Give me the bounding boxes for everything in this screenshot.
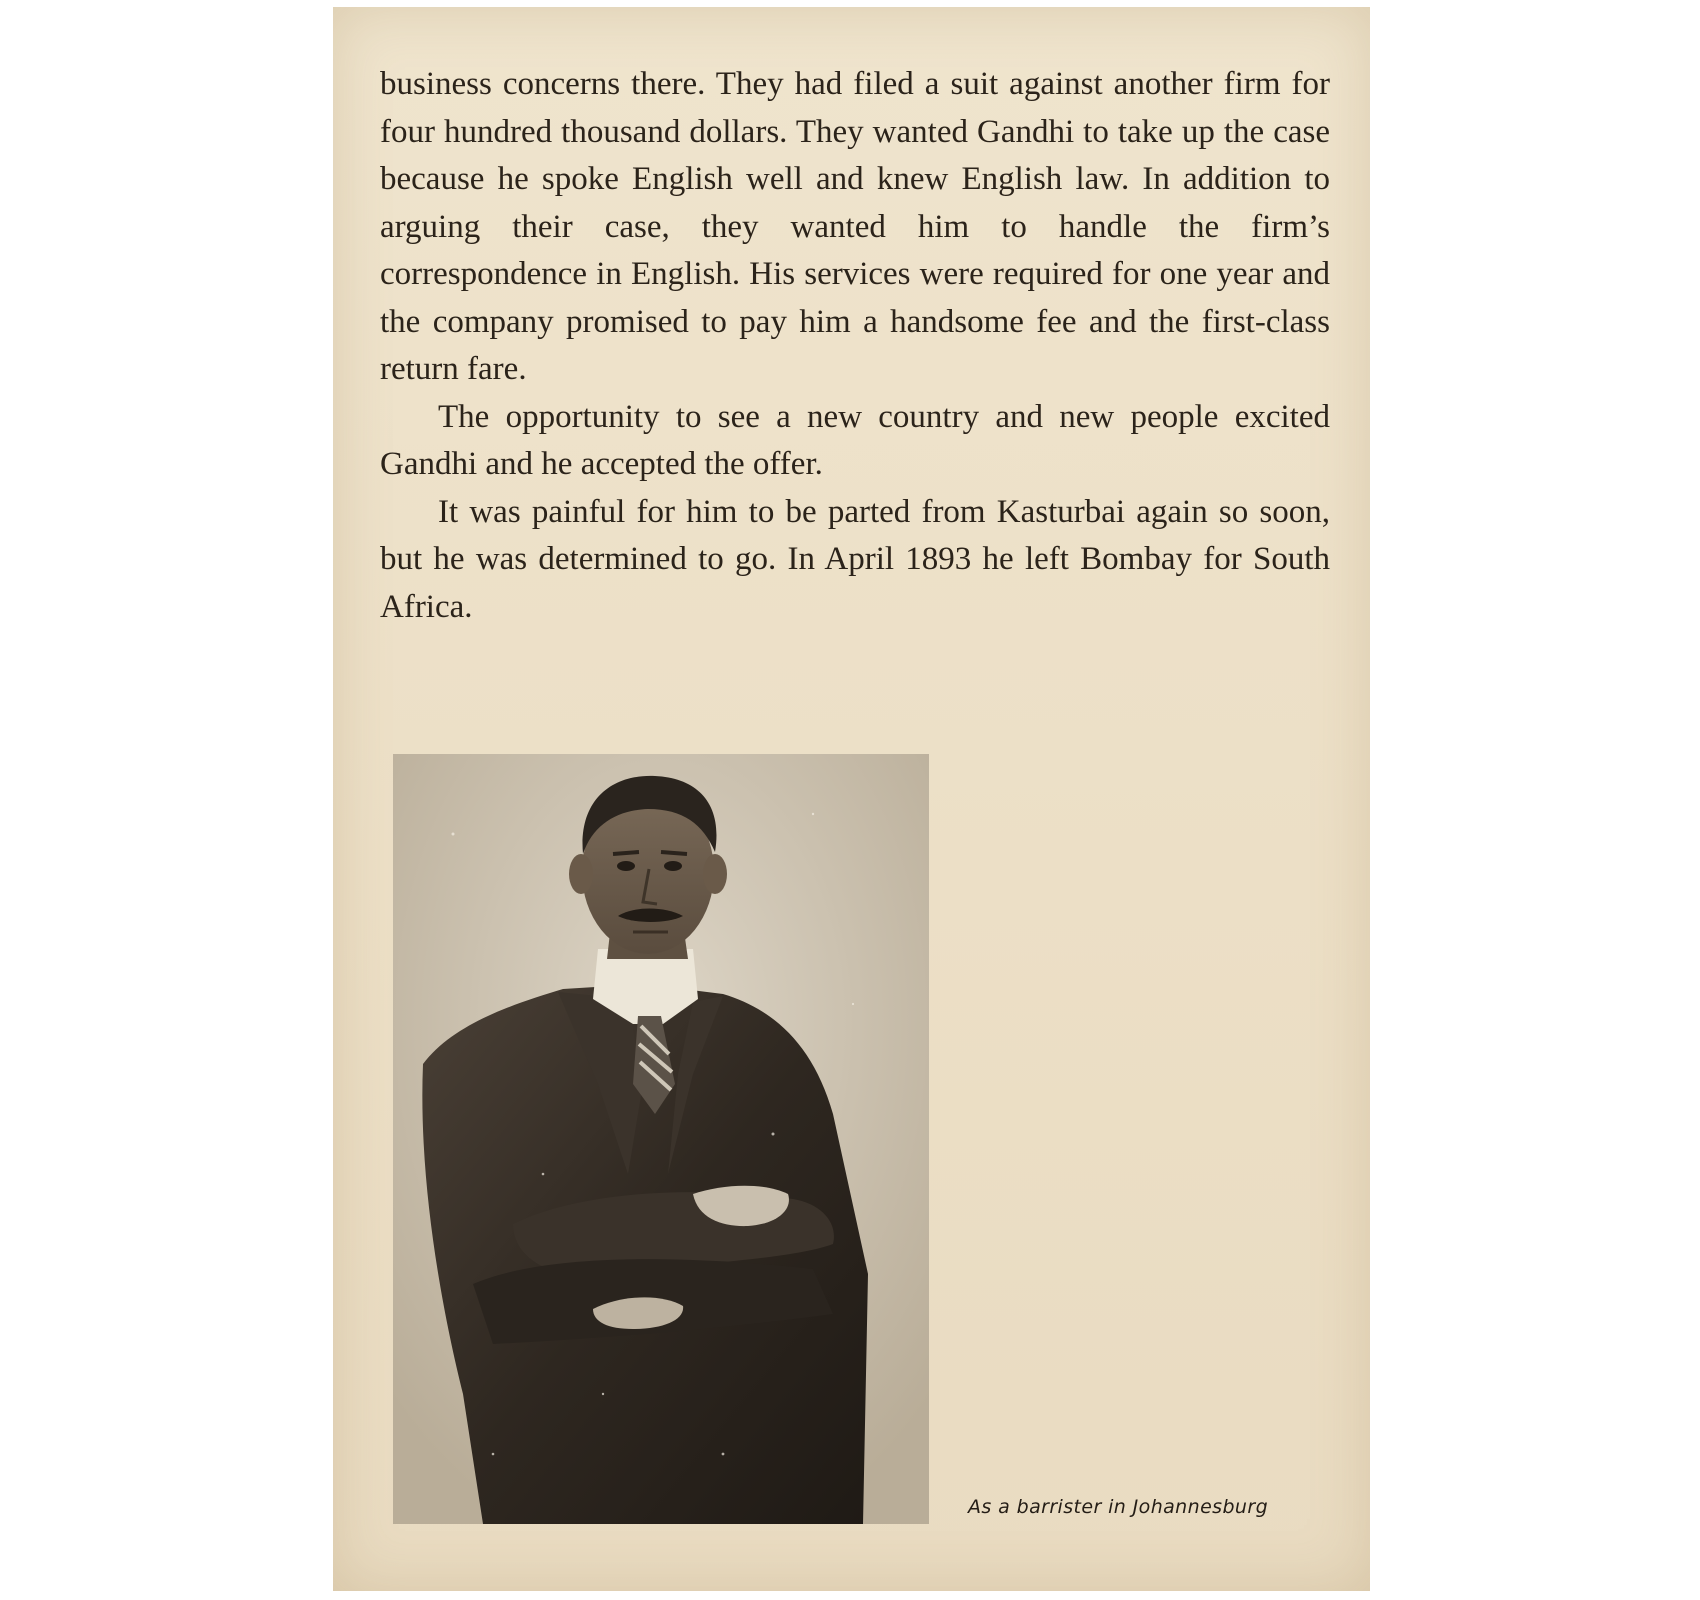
paragraph-2: The opportunity to see a new country and new people excited Gandhi and he accepted the offer. [380, 398, 1330, 482]
book-page [333, 7, 1370, 1591]
portrait-photograph [393, 754, 929, 1524]
body-text [380, 61, 1330, 631]
portrait-image [393, 754, 929, 1524]
photo-caption: As a barrister in Johannesburg [968, 1496, 1269, 1518]
paragraph-1: business concerns there. They had filed a suit against another firm for four hundred thousand dollars. They wanted Gandhi to take up the case because he spoke English well and knew English law. In addition to arguing their case, they wanted him to handle the firm’s correspondence in English. His services were required for one year and the company promised to pay him a handsome fee and the first-class return fare. [380, 66, 1330, 387]
paragraph-3: It was painful for him to be parted from Kasturbai again so soon, but he was determined to go. In April 1893 he left Bombay for South Africa. [380, 493, 1330, 625]
